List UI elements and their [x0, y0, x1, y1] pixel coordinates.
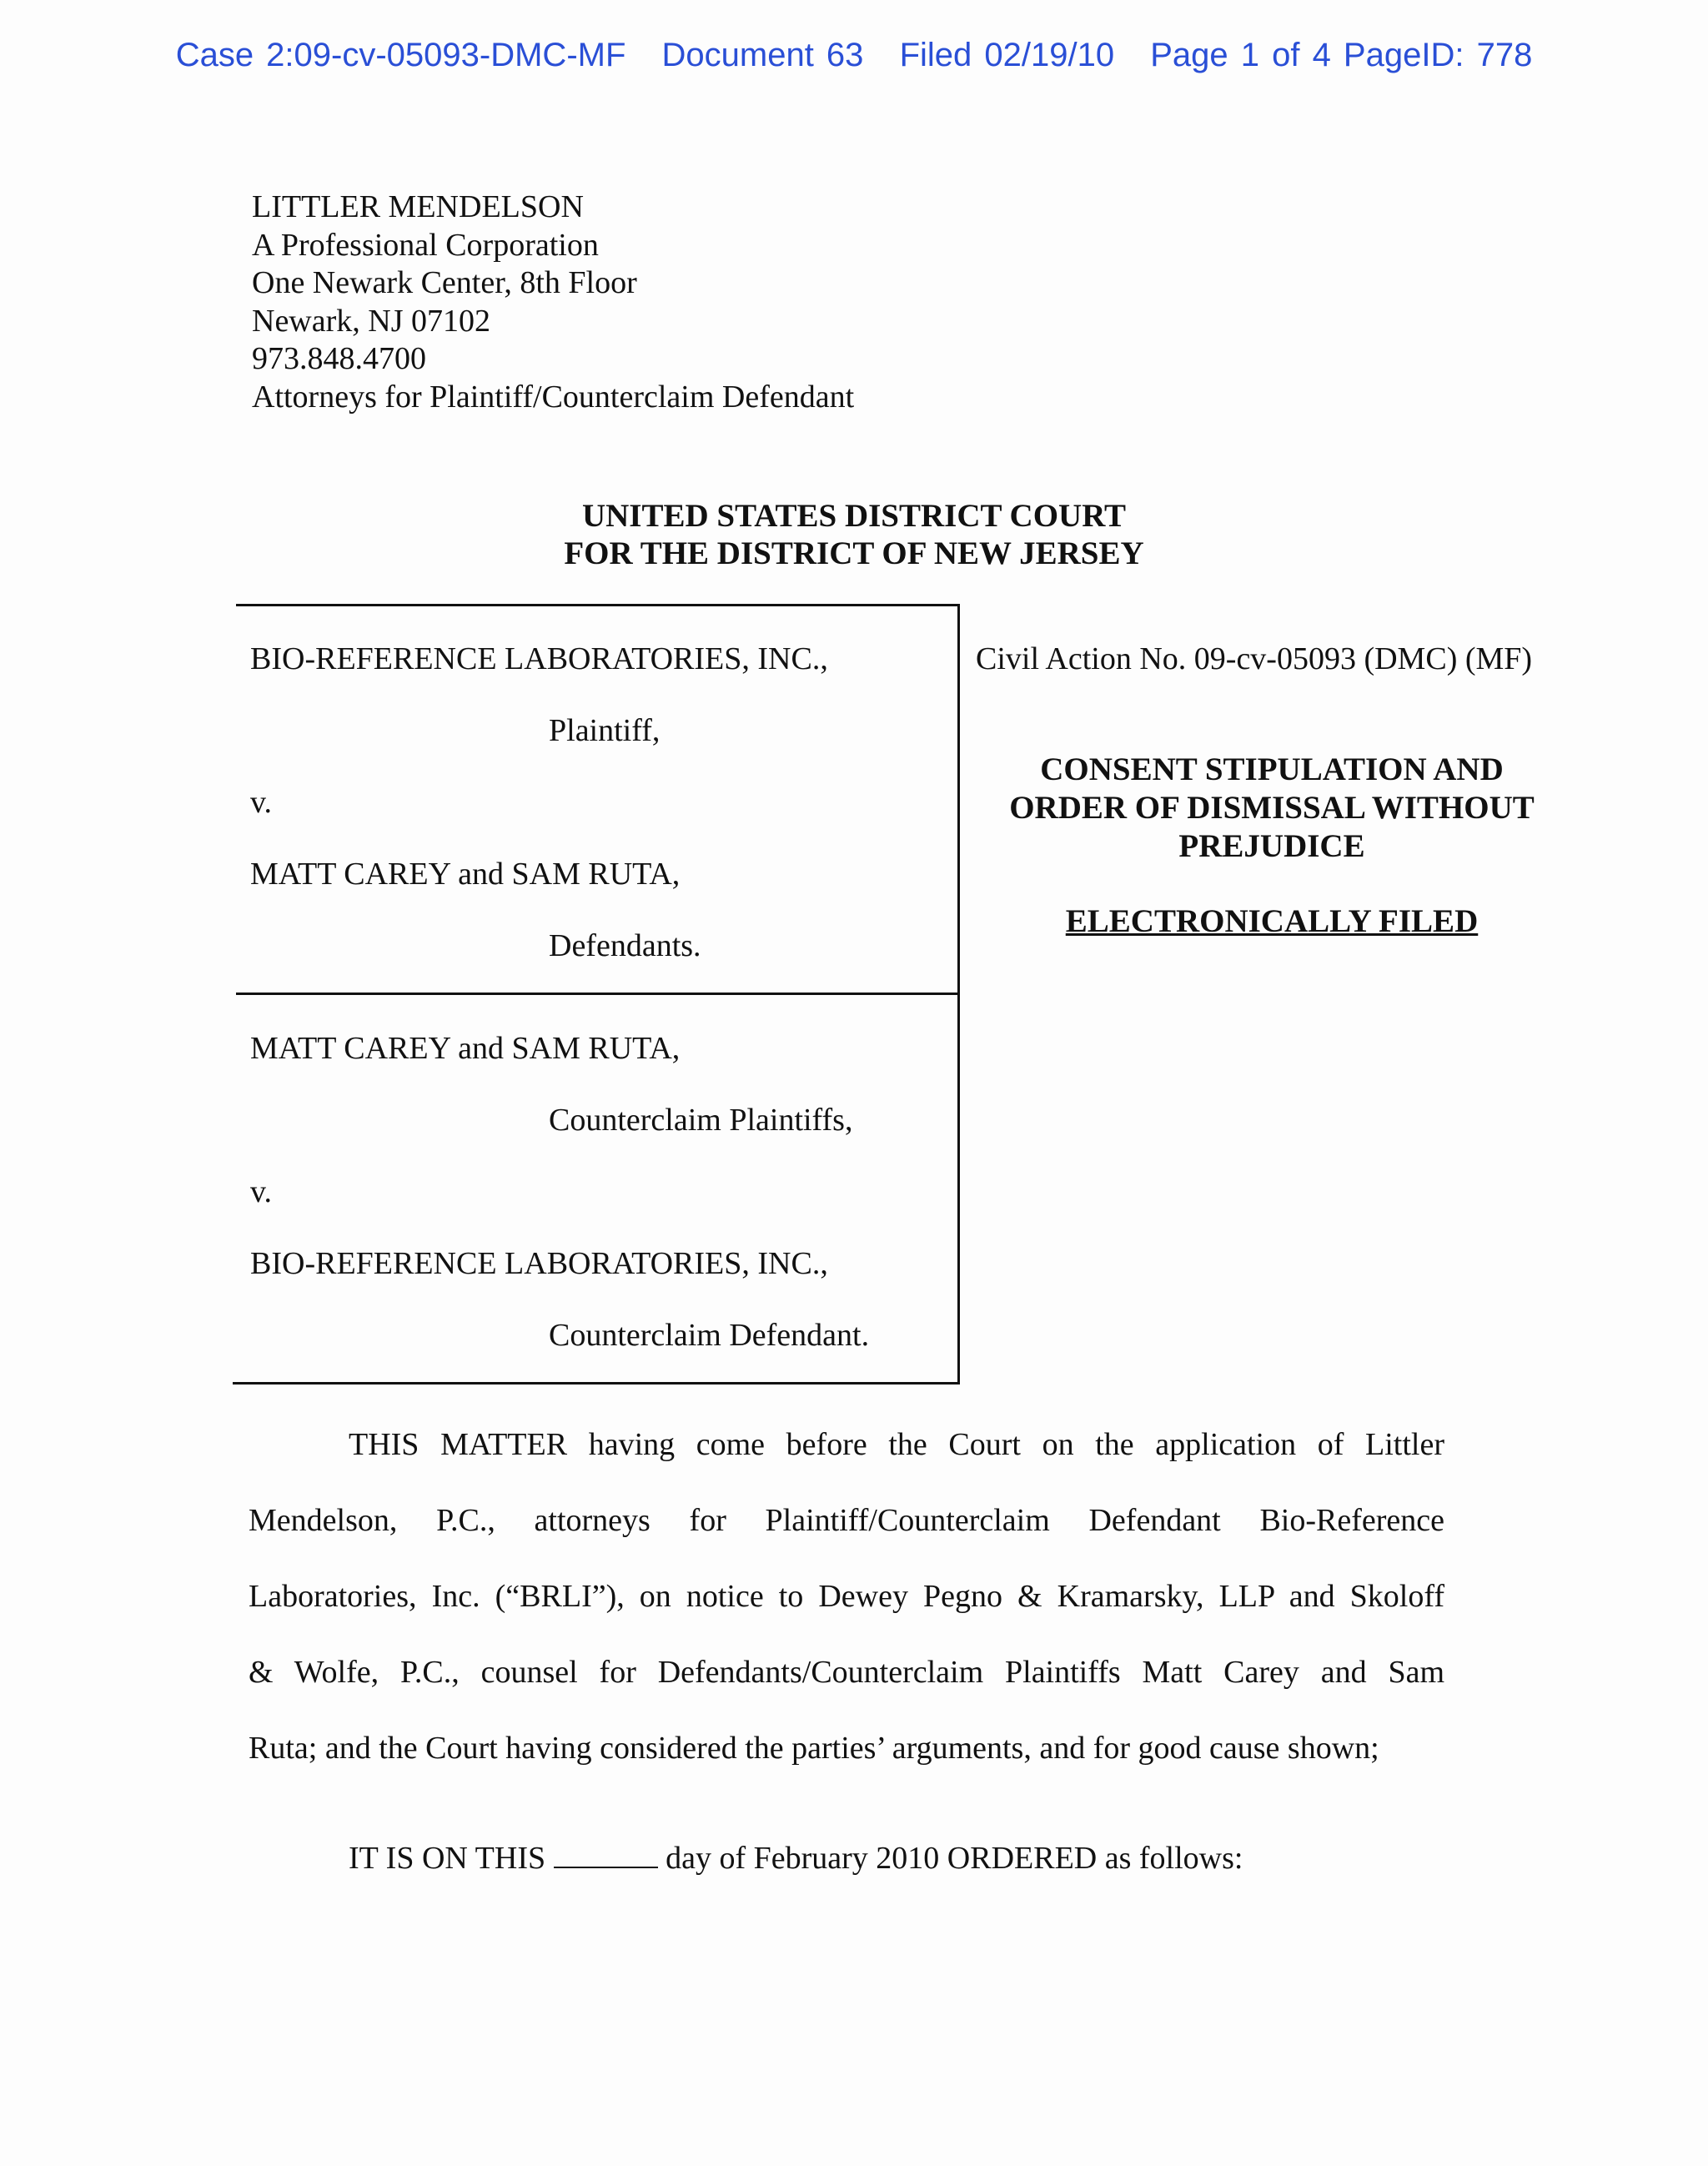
party3-role: Counterclaim Plaintiffs,: [549, 1103, 853, 1138]
firm-address-line2: Newark, NJ 07102: [252, 303, 491, 339]
firm-name: LITTLER MENDELSON: [252, 189, 584, 224]
case-number: Case 2:09-cv-05093-DMC-MF: [175, 37, 626, 73]
document-number: Document 63: [661, 37, 864, 73]
title-line1: CONSENT STIPULATION AND: [1040, 751, 1504, 787]
firm-phone: 973.848.4700: [252, 341, 426, 376]
order-suffix: day of February 2010 ORDERED as follows:: [666, 1841, 1243, 1876]
body-line-3: Laboratories, Inc. (“BRLI”), on notice to Dewey Pegno & Kramarsky, LLP and Skoloff: [249, 1579, 1444, 1614]
court-heading: [0, 497, 1708, 572]
body-line-5: Ruta; and the Court having considered the parties’ arguments, and for good cause shown;: [249, 1731, 1379, 1766]
body-line-1: THIS MATTER having come before the Court on the application of Littler: [349, 1427, 1444, 1462]
document-title: [955, 751, 1589, 866]
filed-date: Filed 02/19/10: [899, 37, 1115, 73]
firm-address-line1: One Newark Center, 8th Floor: [252, 265, 637, 300]
versus-1: v.: [250, 785, 273, 820]
body-line-2: Mendelson, P.C., attorneys for Plaintiff/Counterclaim Defendant Bio-Reference: [249, 1503, 1444, 1538]
party4-role: Counterclaim Defendant.: [549, 1318, 870, 1353]
date-blank: [554, 1842, 658, 1868]
caption-middle-rule: [236, 993, 960, 995]
versus-2: v.: [250, 1174, 273, 1209]
caption-bottom-rule: [233, 1382, 960, 1385]
party2-role: Defendants.: [549, 928, 701, 963]
party1-name: BIO-REFERENCE LABORATORIES, INC.,: [250, 641, 828, 676]
electronically-filed-label: ELECTRONICALLY FILED: [1065, 903, 1479, 939]
party3-name: MATT CAREY and SAM RUTA,: [250, 1031, 681, 1066]
ecf-header: [0, 37, 1708, 74]
order-prefix: IT IS ON THIS: [349, 1841, 546, 1876]
party1-role: Plaintiff,: [549, 713, 661, 748]
court-line2: FOR THE DISTRICT OF NEW JERSEY: [564, 535, 1144, 571]
caption-top-rule: [236, 604, 960, 606]
firm-block: [252, 188, 854, 416]
party4-name: BIO-REFERENCE LABORATORIES, INC.,: [250, 1246, 828, 1281]
party2-name: MATT CAREY and SAM RUTA,: [250, 857, 681, 892]
civil-action-number: Civil Action No. 09-cv-05093 (DMC) (MF): [976, 641, 1533, 676]
court-line1: UNITED STATES DISTRICT COURT: [581, 498, 1127, 534]
caption-vertical-rule: [957, 604, 960, 1385]
case-caption: [236, 604, 960, 1384]
firm-type: A Professional Corporation: [252, 227, 599, 263]
order-line: [349, 1840, 1545, 1877]
title-line2: ORDER OF DISMISSAL WITHOUT: [1009, 790, 1535, 826]
firm-role: Attorneys for Plaintiff/Counterclaim Defendant: [252, 379, 855, 415]
page-info: Page 1 of 4 PageID: 778: [1150, 37, 1533, 73]
body-line-4: & Wolfe, P.C., counsel for Defendants/Counterclaim Plaintiffs Matt Carey and Sam: [249, 1655, 1444, 1690]
title-line3: PREJUDICE: [1178, 828, 1365, 864]
